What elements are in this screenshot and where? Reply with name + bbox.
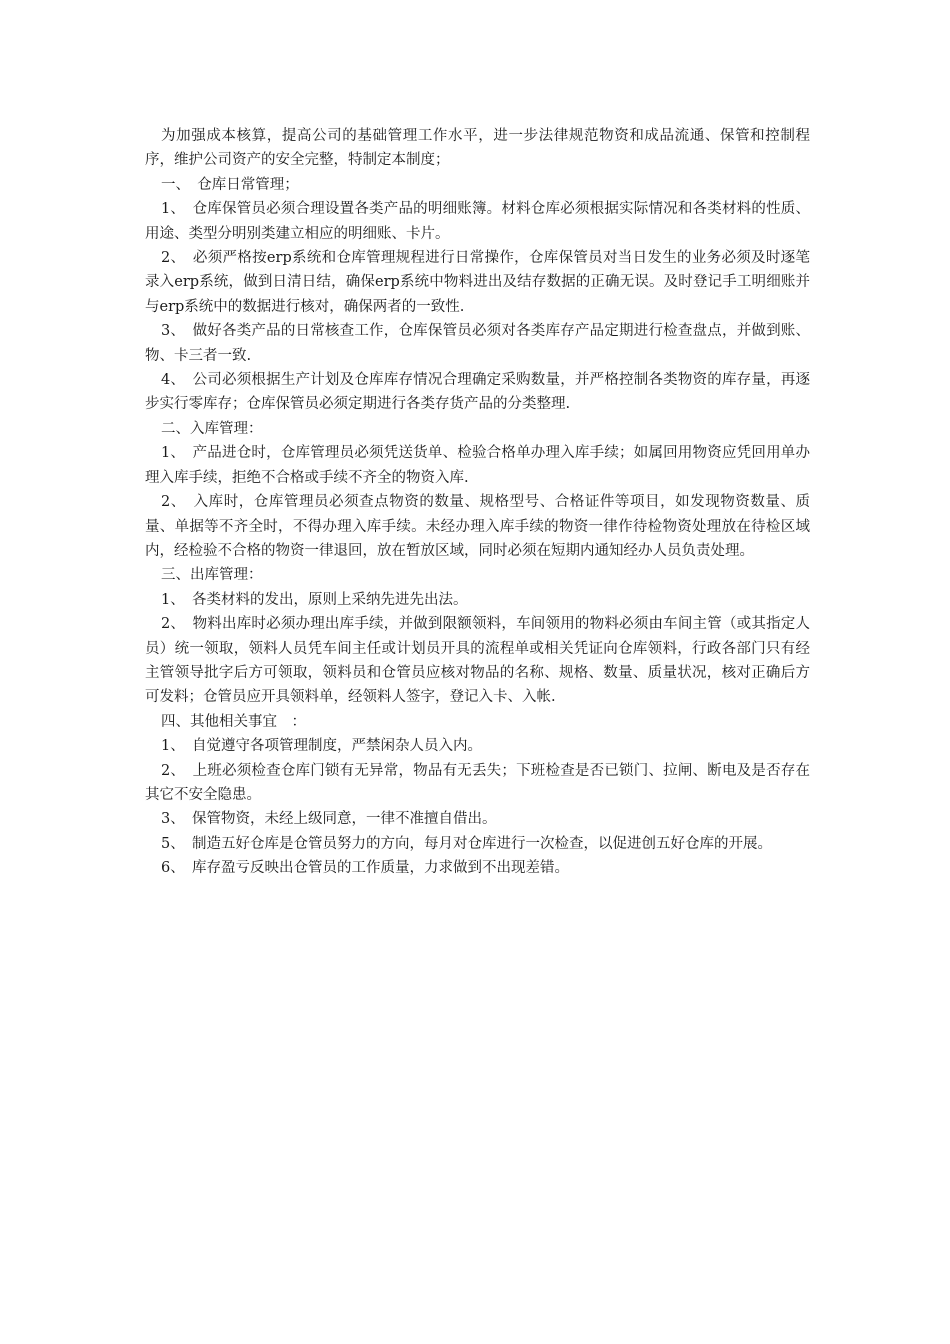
list-item: 2、 入库时，仓库管理员必须查点物资的数量、规格型号、合格证件等项目，如发现物资数量、质量、单据等不齐全时，不得办理入库手续。未经办理入库手续的物资一律作待检物资处理放在待检区域内，经检验不合格的物资一律退回，放在暂放区域，同时必须在短期内通知经办人员负责处理。 [145,494,810,559]
list-item: 5、 制造五好仓库是仓管员努力的方向，每月对仓库进行一次检查，以促进创五好仓库的开展。 [161,835,772,852]
list-item: 3、 做好各类产品的日常核查工作，仓库保管员必须对各类库存产品定期进行检查盘点，并做到账、物、卡三者一致. [145,323,810,364]
list-item: 2、 上班必须检查仓库门锁有无异常，物品有无丢失；下班检查是否已锁门、拉闸、断电及是否存在其它不安全隐患。 [145,762,810,803]
section-heading-outbound: 三、出库管理： [161,567,263,584]
list-item: 2、 必须严格按erp系统和仓库管理规程进行日常操作，仓库保管员对当日发生的业务必须及时逐笔录入erp系统，做到日清日结，确保erp系统中物料进出及结存数据的正确无误。及时登记手工明细账并与erp系统中的数据进行核对，确保两者的一致性. [145,250,810,315]
list-item: 1、 自觉遵守各项管理制度，严禁闲杂人员入内。 [161,738,482,755]
section-heading-other: 四、其他相关事宜 ： [161,713,306,730]
list-item: 1、 产品进仓时，仓库管理员必须凭送货单、检验合格单办理入库手续；如属回用物资应凭回用单办理入库手续，拒绝不合格或手续不齐全的物资入库. [145,445,810,486]
list-item: 1、 各类材料的发出，原则上采纳先进先出法。 [161,591,468,608]
list-item: 3、 保管物资，未经上级同意，一律不准擅自借出。 [161,811,497,828]
list-item: 4、 公司必须根据生产计划及仓库库存情况合理确定采购数量，并严格控制各类物资的库存量，再逐步实行零库存；仓库保管员必须定期进行各类存货产品的分类整理. [145,372,810,413]
list-item: 1、 仓库保管员必须合理设置各类产品的明细账簿。材料仓库必须根据实际情况和各类材料的性质、用途、类型分明别类建立相应的明细账、卡片。 [145,201,810,242]
list-item: 6、 库存盈亏反映出仓管员的工作质量，力求做到不出现差错。 [161,860,569,877]
section-heading-daily-management: 一、 仓库日常管理； [161,176,299,193]
document-body [145,124,810,881]
intro-paragraph: 为加强成本核算，提高公司的基础管理工作水平，进一步法律规范物资和成品流通、保管和控制程序，维护公司资产的安全完整，特制定本制度； [145,128,810,169]
list-item: 2、 物料出库时必须办理出库手续，并做到限额领料，车间领用的物料必须由车间主管（或其指定人员）统一领取，领料人员凭车间主任或计划员开具的流程单或相关凭证向仓库领料，行政各部门只有经主管领导批字后方可领取，领料员和仓管员应核对物品的名称、规格、数量、质量状况，核对正确后方可发料；仓管员应开具领料单，经领料人签字，登记入卡、入帐. [145,616,810,706]
section-heading-inbound: 二、入库管理： [161,420,263,437]
